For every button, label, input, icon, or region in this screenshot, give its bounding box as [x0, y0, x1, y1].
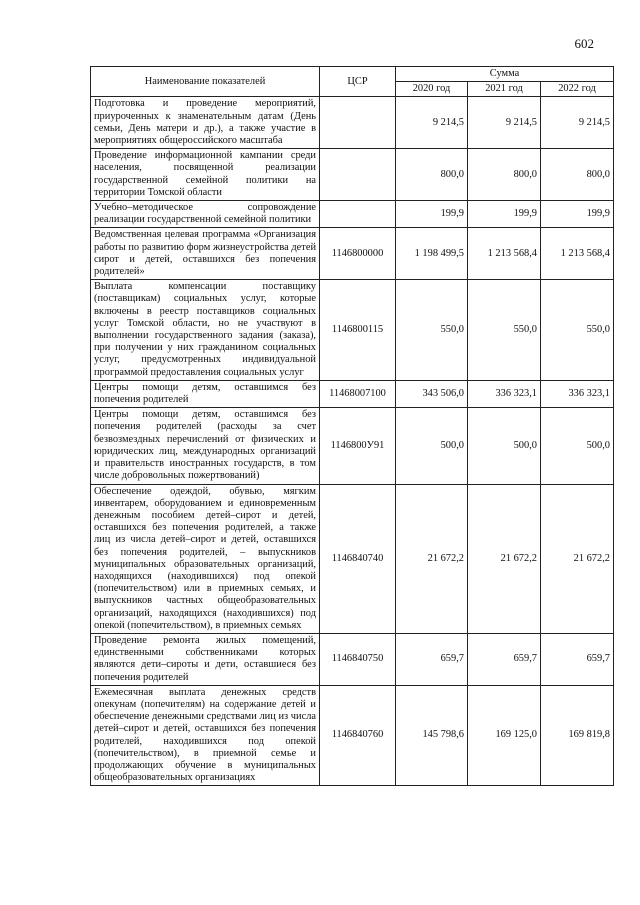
row-value-2020: 145 798,6 — [396, 685, 468, 786]
table-row — [91, 201, 614, 228]
row-value-2020: 21 672,2 — [396, 484, 468, 633]
row-name: Ежемесячная выплата денежных средств опекунам (попечителям) на содержание детей и обеспечение денежными средствами лиц из числа детей–сирот и детей, оставшихся без попечения родителей, находившихся под опекой (попечительством), в приемной семье и продолжающих обучение в муниципальных общеобразовательных организациях — [91, 685, 320, 786]
row-value-2020: 1 198 499,5 — [396, 228, 468, 280]
row-code: 11468007100 — [320, 380, 396, 407]
row-value-2022: 1 213 568,4 — [541, 228, 614, 280]
row-value-2020: 550,0 — [396, 280, 468, 381]
table-row — [91, 408, 614, 484]
row-name: Проведение информационной кампании среди населения, посвященной реализации государственной семейной политики на территории Томской области — [91, 149, 320, 201]
table-row — [91, 685, 614, 786]
row-code — [320, 201, 396, 228]
row-value-2022: 169 819,8 — [541, 685, 614, 786]
row-value-2021: 500,0 — [468, 408, 541, 484]
row-name: Подготовка и проведение мероприятий, приуроченных к знаменательным датам (День семьи, День матери и др.), а также участие в мероприятиях общероссийского масштаба — [91, 97, 320, 149]
table-row — [91, 280, 614, 381]
header-year-2020: 2020 год — [396, 82, 468, 97]
row-value-2021: 659,7 — [468, 633, 541, 685]
table-row — [91, 149, 614, 201]
row-value-2022: 9 214,5 — [541, 97, 614, 149]
row-value-2020: 659,7 — [396, 633, 468, 685]
header-name: Наименование показателей — [91, 67, 320, 97]
row-value-2021: 550,0 — [468, 280, 541, 381]
row-value-2020: 9 214,5 — [396, 97, 468, 149]
row-name: Обеспечение одеждой, обувью, мягким инвентарем, оборудованием и единовременным денежным пособием детей–сирот и детей, оставшихся без попечения родителей, а также лиц из числа детей–сирот и детей, оставшихся без попечения родителей, – выпускников муниципальных образовательных организаций, находящихся (находившихся) под опекой (попечительством) или в приемных семьях, и выпускников частных общеобразовательных организаций, находящихся (находившихся) под опекой (попечительством), в приемных семьях — [91, 484, 320, 633]
row-value-2021: 336 323,1 — [468, 380, 541, 407]
row-value-2021: 9 214,5 — [468, 97, 541, 149]
row-code — [320, 149, 396, 201]
row-value-2020: 500,0 — [396, 408, 468, 484]
row-value-2022: 550,0 — [541, 280, 614, 381]
row-name: Центры помощи детям, оставшимся без попечения родителей — [91, 380, 320, 407]
row-value-2020: 343 506,0 — [396, 380, 468, 407]
header-code: ЦСР — [320, 67, 396, 97]
row-code: 1146800У91 — [320, 408, 396, 484]
row-code: 1146800115 — [320, 280, 396, 381]
row-value-2022: 336 323,1 — [541, 380, 614, 407]
row-value-2021: 199,9 — [468, 201, 541, 228]
row-value-2022: 500,0 — [541, 408, 614, 484]
row-value-2020: 199,9 — [396, 201, 468, 228]
row-code — [320, 97, 396, 149]
table-row — [91, 228, 614, 280]
row-value-2020: 800,0 — [396, 149, 468, 201]
budget-table — [90, 66, 614, 786]
row-code: 1146840760 — [320, 685, 396, 786]
row-value-2022: 659,7 — [541, 633, 614, 685]
table-row — [91, 633, 614, 685]
table-row — [91, 97, 614, 149]
table-row — [91, 380, 614, 407]
header-year-2021: 2021 год — [468, 82, 541, 97]
page-number: 602 — [574, 36, 594, 51]
row-code: 1146840750 — [320, 633, 396, 685]
row-name: Выплата компенсации поставщику (поставщикам) социальных услуг, которые включены в реестр поставщиков социальных услуг Томской области, но не участвуют в выполнении государственного задания (заказа), при получении у них гражданином социальных услуг, предусмотренных индивидуальной программой предоставления социальных услуг — [91, 280, 320, 381]
table-body — [91, 97, 614, 786]
header-sum: Сумма — [396, 67, 614, 82]
row-code: 1146840740 — [320, 484, 396, 633]
table-row — [91, 484, 614, 633]
row-value-2022: 800,0 — [541, 149, 614, 201]
table-header — [91, 67, 614, 97]
row-value-2021: 800,0 — [468, 149, 541, 201]
row-name: Учебно–методическое сопровождение реализации государственной семейной политики — [91, 201, 320, 228]
row-code: 1146800000 — [320, 228, 396, 280]
row-name: Ведомственная целевая программа «Организация работы по развитию форм жизнеустройства детей сирот и детей, оставшихся без попечения родителей» — [91, 228, 320, 280]
row-value-2022: 199,9 — [541, 201, 614, 228]
row-value-2021: 1 213 568,4 — [468, 228, 541, 280]
row-value-2021: 21 672,2 — [468, 484, 541, 633]
row-value-2022: 21 672,2 — [541, 484, 614, 633]
header-year-2022: 2022 год — [541, 82, 614, 97]
row-value-2021: 169 125,0 — [468, 685, 541, 786]
row-name: Проведение ремонта жилых помещений, единственными собственниками которых являются дети–сироты и дети, оставшиеся без попечения родителей — [91, 633, 320, 685]
row-name: Центры помощи детям, оставшимся без попечения родителей (расходы за счет безвозмездных перечислений от физических и юридических лиц, международных организаций и правительств иностранных государств, в том числе добровольных пожертвований) — [91, 408, 320, 484]
